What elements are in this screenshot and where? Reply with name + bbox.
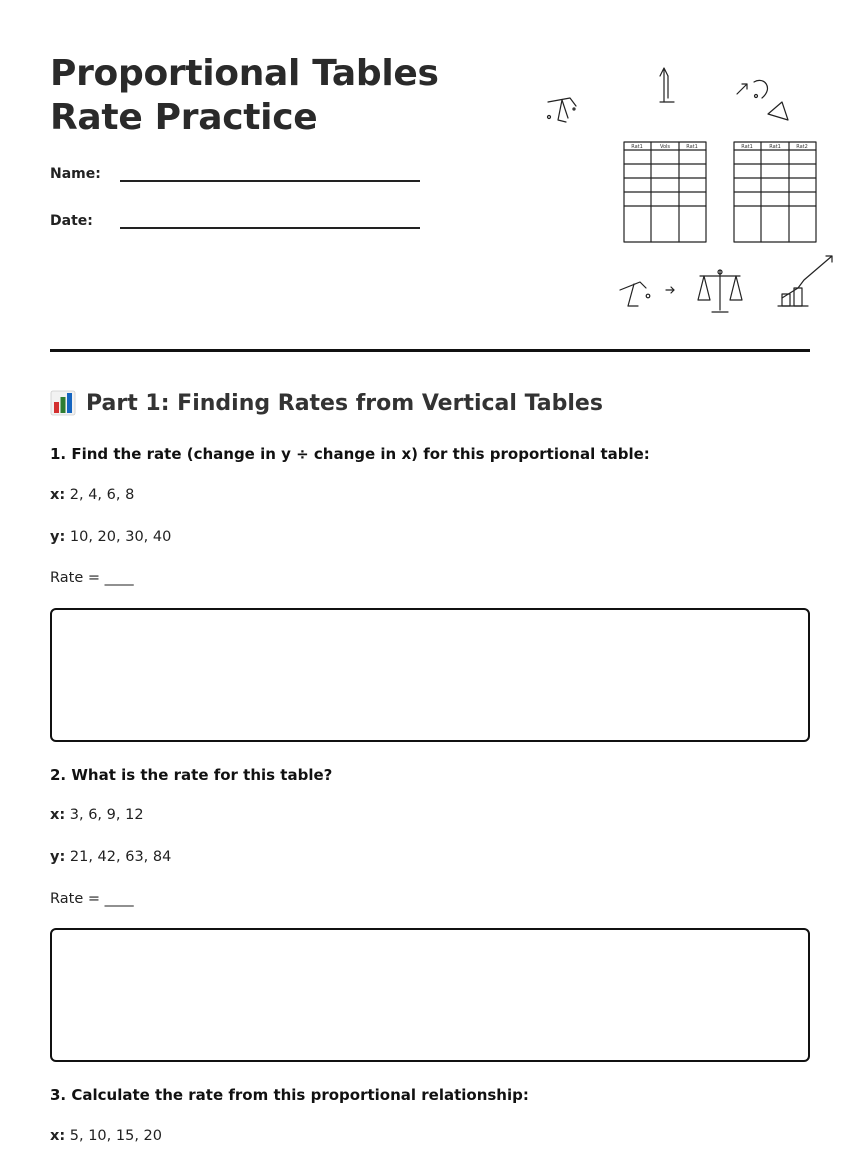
question-1-title: 1. Find the rate (change in y ÷ change in x) for this proportional table: <box>50 445 650 463</box>
date-line[interactable] <box>120 213 420 229</box>
name-line[interactable] <box>120 166 420 182</box>
question-2-answer-box[interactable] <box>50 928 810 1062</box>
question-2-rate: Rate = ____ <box>50 891 134 907</box>
question-3-x-label: x: <box>50 1128 66 1144</box>
math-doodle-illustration <box>542 62 808 322</box>
table-right-header-1: Rat1 <box>741 144 753 150</box>
name-field <box>50 166 420 182</box>
table-left-header-2: Vols <box>659 144 671 150</box>
vertical-table-left <box>624 142 706 242</box>
compass-icon <box>548 98 577 122</box>
title-line-1: Proportional Tables <box>50 53 439 94</box>
question-1-y-label: y: <box>50 529 66 545</box>
up-arrow-icon <box>660 68 674 102</box>
question-2-title: 2. What is the rate for this table? <box>50 766 333 784</box>
geometry-doodle-icon <box>737 80 788 120</box>
question-2-x-values: 3, 6, 9, 12 <box>69 807 144 823</box>
question-1-x-values: 2, 4, 6, 8 <box>69 487 135 503</box>
bar-chart-icon <box>50 390 76 416</box>
question-3-x-values: 5, 10, 15, 20 <box>69 1128 162 1144</box>
worksheet-header <box>50 52 810 352</box>
question-2-x-row <box>50 807 144 823</box>
question-1-answer-box[interactable] <box>50 608 810 742</box>
title-line-2: Rate Practice <box>50 97 318 138</box>
question-2-y-values: 21, 42, 63, 84 <box>69 849 172 865</box>
table-right-header-3: Rat2 <box>796 144 808 150</box>
table-left-header-3: Rat1 <box>686 144 698 150</box>
question-1-y-row <box>50 529 171 545</box>
question-2-y-label: y: <box>50 849 66 865</box>
section-title: Part 1: Finding Rates from Vertical Tables <box>86 390 603 416</box>
question-2-x-label: x: <box>50 807 66 823</box>
table-left-header-1: Rat1 <box>631 144 643 150</box>
table-right-header-2: Rat1 <box>769 144 781 150</box>
question-3-x-row <box>50 1128 162 1144</box>
question-1-x-label: x: <box>50 487 66 503</box>
vertical-table-right <box>734 142 816 242</box>
header-divider <box>50 349 810 352</box>
compass-arrow-icon <box>620 282 674 306</box>
question-1-y-values: 10, 20, 30, 40 <box>69 529 172 545</box>
question-1-rate: Rate = ____ <box>50 570 134 586</box>
balance-scale-icon <box>698 270 742 312</box>
growth-chart-icon <box>778 256 832 306</box>
question-1-x-row <box>50 487 134 503</box>
question-3-title: 3. Calculate the rate from this proportional relationship: <box>50 1086 529 1104</box>
date-field <box>50 213 420 229</box>
section-heading <box>50 390 603 416</box>
date-label: Date: <box>50 213 93 229</box>
question-2-y-row <box>50 849 171 865</box>
name-label: Name: <box>50 166 101 182</box>
